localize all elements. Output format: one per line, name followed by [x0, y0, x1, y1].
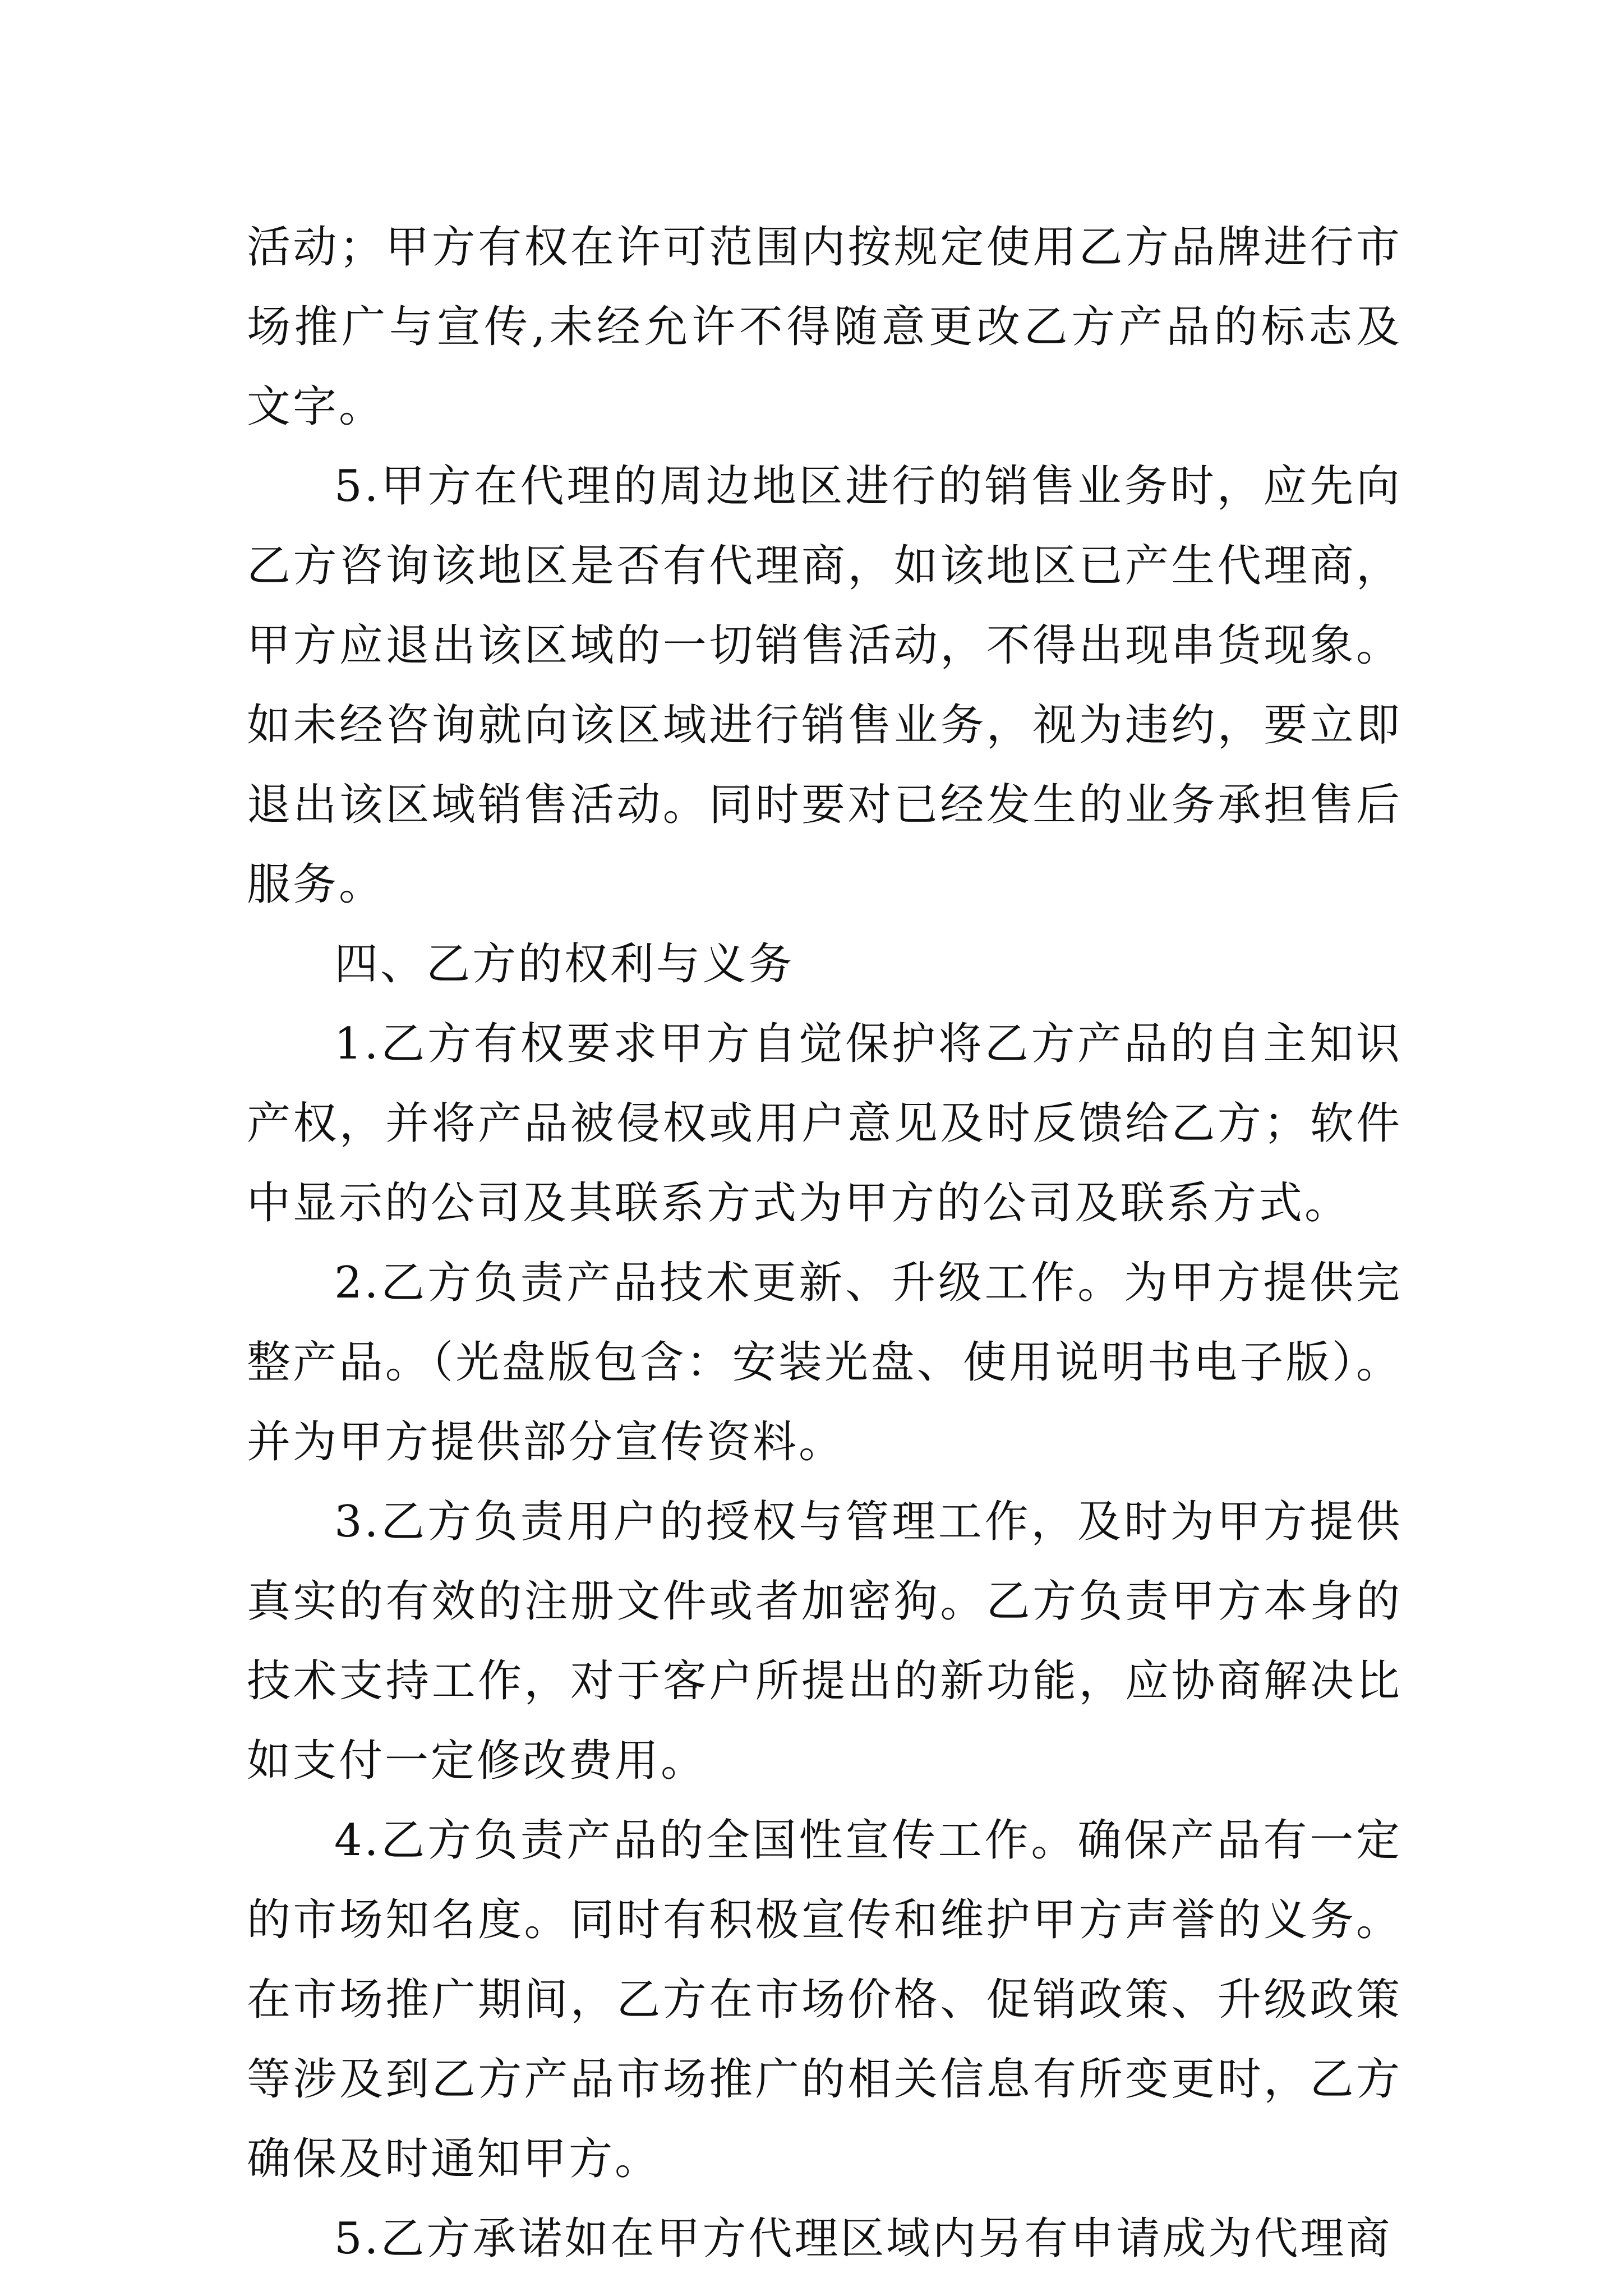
paragraph-party-b-clause-3: 3.乙方负责用户的授权与管理工作，及时为甲方提供真实的有效的注册文件或者加密狗。乙方负责甲方本身的技术支持工作，对于客户所提出的新功能，应协商解决比如支付一定修改费用。 [247, 1497, 1402, 1786]
paragraph-continuation: 活动；甲方有权在许可范围内按规定使用乙方品牌进行市场推广与宣传,未经允许不得随意更改乙方产品的标志及文字。 [247, 222, 1402, 432]
paragraph-party-b-clause-1: 1.乙方有权要求甲方自觉保护将乙方产品的自主知识产权，并将产品被侵权或用户意见及时反馈给乙方；软件中显示的公司及其联系方式为甲方的公司及联系方式。 [247, 1019, 1402, 1228]
paragraph-party-a-clause-5: 5.甲方在代理的周边地区进行的销售业务时，应先向乙方咨询该地区是否有代理商，如该地区已产生代理商，甲方应退出该区域的一切销售活动，不得出现串货现象。如未经咨询就向该区域进行销售业务，视为违约，要立即退出该区域销售活动。同时要对已经发生的业务承担售后服务。 [247, 461, 1402, 910]
paragraph-party-b-clause-5: 5.乙方承诺如在甲方代理区域内另有申请成为代理商 [334, 2214, 1393, 2264]
document-body [247, 208, 1402, 2279]
section-heading-party-b-rights: 四、乙方的权利与义务 [334, 939, 795, 990]
paragraph-party-b-clause-2: 2.乙方负责产品技术更新、升级工作。为甲方提供完整产品。（光盘版包含：安装光盘、使用说明书电子版）。并为甲方提供部分宣传资料。 [247, 1258, 1402, 1467]
paragraph-party-b-clause-4: 4.乙方负责产品的全国性宣传工作。确保产品有一定的市场知名度。同时有积极宣传和维护甲方声誉的义务。在市场推广期间，乙方在市场价格、促销政策、升级政策等涉及到乙方产品市场推广的相关信息有所变更时，乙方确保及时通知甲方。 [247, 1815, 1402, 2184]
